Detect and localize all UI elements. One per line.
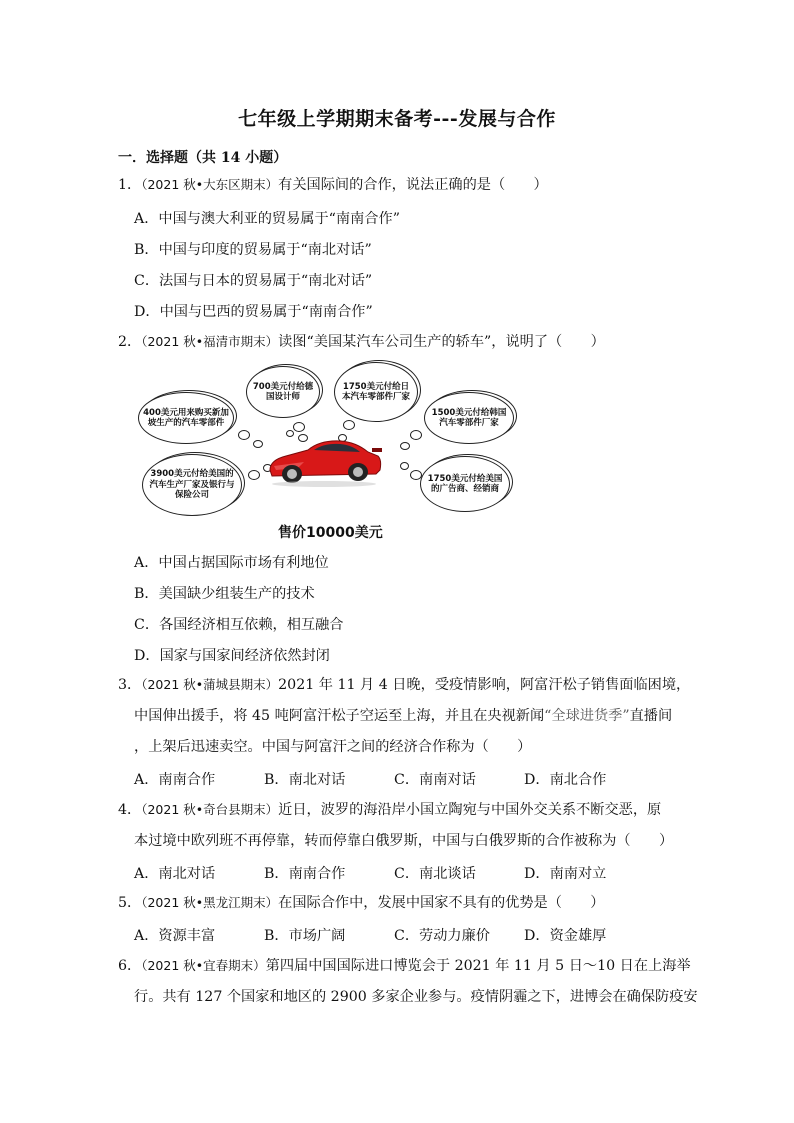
cloud-japan-parts: 1750美元付给日本汽车零部件厂家 [334,362,418,422]
question-1-option-a[interactable]: A．中国与澳大利亚的贸易属于“南南合作” [134,211,400,227]
question-1-option-d[interactable]: D．中国与巴西的贸易属于“南南合作” [134,304,373,320]
question-4-options [134,863,654,883]
question-5-option-a[interactable]: A．资源丰富 [134,928,216,944]
question-6-line-2: 行。共有 127 个国家和地区的 2900 多家企业参与。疫情阴霾之下，进博会在确保防疫安 [134,989,698,1005]
question-1-option-c[interactable]: C．法国与日本的贸易属于“南北对话” [134,273,373,289]
cloud-us-manufacturer: 3900美元付给美国的汽车生产厂家及银行与保险公司 [142,454,242,516]
question-5-option-c[interactable]: C．劳动力廉价 [394,928,490,944]
cloud-us-advertisers: 1750美元付给美国的广告商、经销商 [420,456,510,512]
question-3-option-a[interactable]: A．南南合作 [134,772,216,788]
car-cost-figure [138,362,516,540]
question-2-stem: 2．（2021 秋•福清市期末）读图“美国某汽车公司生产的轿车”，说明了（ ） [118,334,605,350]
question-2-option-d[interactable]: D．国家与国家间经济依然封闭 [134,648,330,664]
car-price-caption: 售价10000美元 [278,525,383,541]
question-6-line-1: 6．（2021 秋•宜春期末）第四届中国国际进口博览会于 2021 年 11 月 5 日～10 日在上海举 [118,958,691,974]
cloud-germany-designer: 700美元付给德国设计师 [246,366,320,418]
question-3-option-d[interactable]: D．南北合作 [524,772,607,788]
cloud-korea-parts: 1500美元付给韩国汽车零部件厂家 [424,392,514,444]
question-3-line-2: 中国伸出援手，将 45 吨阿富汗松子空运至上海，并且在央视新闻“全球进货季”直播间 [134,708,673,724]
question-1-option-b[interactable]: B．中国与印度的贸易属于“南北对话” [134,242,372,258]
question-5-option-b[interactable]: B．市场广阔 [264,928,346,944]
question-4-line-1: 4．（2021 秋•奇台县期末）近日，波罗的海沿岸小国立陶宛与中国外交关系不断交恶，原 [118,802,662,818]
question-2-option-b[interactable]: B．美国缺少组装生产的技术 [134,586,315,602]
question-3-line-3: ，上架后迅速卖空。中国与阿富汗之间的经济合作称为（ ） [134,739,532,755]
section-heading: 一．选择题（共 14 小题） [118,150,288,166]
red-sports-car-icon [264,432,384,490]
question-5-stem: 5．（2021 秋•黑龙江期末）在国际合作中，发展中国家不具有的优势是（ ） [118,895,605,911]
question-5-option-d[interactable]: D．资金雄厚 [524,928,607,944]
question-3-option-c[interactable]: C．南南对话 [394,772,476,788]
question-4-option-b[interactable]: B．南南合作 [264,866,346,882]
question-3-option-b[interactable]: B．南北对话 [264,772,346,788]
question-4-line-2: 本过境中欧列班不再停靠，转而停靠白俄罗斯，中国与白俄罗斯的合作被称为（ ） [134,833,674,849]
question-1-stem: 1．（2021 秋•大东区期末）有关国际间的合作，说法正确的是（ ） [118,177,548,193]
cloud-singapore-parts: 400美元用来购买新加坡生产的汽车零部件 [138,392,234,444]
question-2-option-c[interactable]: C．各国经济相互依赖，相互融合 [134,617,344,633]
question-5-options [134,925,654,945]
question-3-options [134,769,654,789]
question-4-option-a[interactable]: A．南北对话 [134,866,216,882]
question-3-line-1: 3．（2021 秋•蒲城县期末）2021 年 11 月 4 日晚，受疫情影响，阿富汗松子销售面临困境， [118,677,691,693]
question-2-option-a[interactable]: A．中国占据国际市场有利地位 [134,555,329,571]
document-title: 七年级上学期期末备考---发展与合作 [238,108,556,130]
question-4-option-c[interactable]: C．南北谈话 [394,866,476,882]
question-4-option-d[interactable]: D．南南对立 [524,866,607,882]
